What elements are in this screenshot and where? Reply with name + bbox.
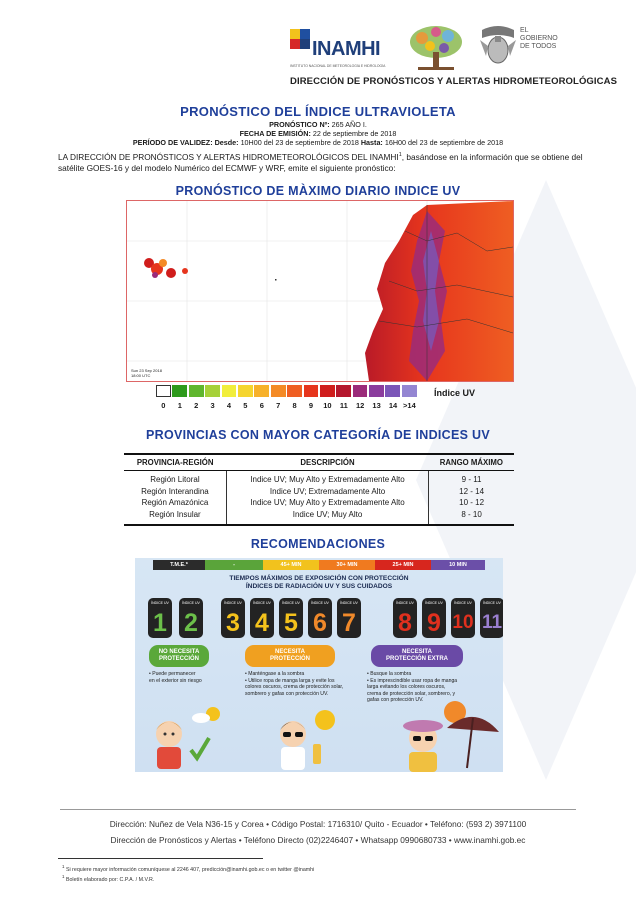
exposure-time-segment: 25+ MIN	[375, 560, 431, 570]
colorbar-swatch	[254, 385, 269, 397]
uv-index-box-label: ÍNDICE UV	[182, 601, 200, 605]
protection-tips	[149, 671, 202, 684]
uv-index-box	[337, 598, 361, 638]
protection-pill	[245, 645, 335, 667]
protection-pill-line2: PROTECCIÓN	[269, 656, 310, 662]
colorbar-tick-label: 5	[243, 401, 248, 410]
uv-forecast-map	[126, 200, 514, 382]
cell-desc: Indice UV; Muy Alto y Extremadamente Alto	[226, 471, 428, 487]
protection-tip: sombrero y gafas con protección UV.	[245, 690, 329, 697]
map-section-title: PRONÓSTICO DE MÀXIMO DIARIO INDICE UV	[175, 184, 461, 198]
protection-pill-line1: NECESITA	[402, 648, 432, 655]
protection-tip: en el exterior sin riesgo	[149, 677, 202, 684]
uv-index-box-label: ÍNDICE UV	[454, 601, 472, 605]
cell-desc: Indice UV; Muy Alto y Extremadamente Alto	[226, 498, 428, 510]
colorbar-swatch	[336, 385, 351, 397]
table-row	[124, 498, 514, 510]
provinces-table	[124, 453, 514, 526]
protection-tips	[245, 671, 343, 697]
cell-region: Región Litoral	[150, 475, 200, 484]
protection-pill-line2: PROTECCIÓN	[158, 656, 199, 662]
intro-footnote-marker: 1	[398, 152, 402, 158]
footnote-2-marker: 1	[62, 874, 65, 879]
intro-paragraph	[58, 150, 588, 174]
colorbar-tick-label: 3	[210, 401, 215, 410]
colorbar-swatch	[205, 385, 220, 397]
uv-colorbar-label: Índice UV	[434, 388, 476, 398]
cell-region: Región Interandina	[141, 486, 209, 496]
exposure-time-segment: 30+ MIN	[319, 560, 375, 570]
uv-index-box-label: ÍNDICE UV	[340, 601, 358, 605]
provinces-table-header	[124, 454, 514, 471]
uv-index-box	[480, 598, 503, 638]
forecast-number-value: 265 AÑO I.	[331, 120, 367, 129]
colorbar-swatch	[385, 385, 400, 397]
child-sun-illustration	[143, 704, 223, 770]
uv-index-box-label: ÍNDICE UV	[253, 601, 271, 605]
colorbar-swatch	[271, 385, 286, 397]
validity-label: PERÍODO DE VALIDEZ:	[132, 138, 213, 147]
colorbar-tick-label: 10	[323, 401, 332, 410]
uv-index-number: 1	[153, 609, 167, 637]
validity-to-label: Hasta:	[360, 138, 383, 147]
uv-index-box-label: ÍNDICE UV	[425, 601, 443, 605]
header-province-region: PROVINCIA-REGIÓN	[124, 454, 226, 471]
header-description: DESCRIPCIÓN	[226, 454, 428, 471]
uv-index-number: 10	[452, 612, 474, 633]
validity-to-value: 16H00 del 23 de septiembre de 2018	[384, 138, 504, 147]
footnote-2-text: Boletín elaborado por: C.P.A. / M.V.R.	[65, 876, 155, 883]
issue-date-label: FECHA DE EMISIÓN:	[239, 129, 311, 138]
validity-from-value: 10H00 del 23 de septiembre de 2018	[240, 138, 359, 147]
infographic-heading	[135, 575, 503, 591]
uv-colorbar	[156, 385, 418, 397]
uv-index-box	[148, 598, 172, 638]
colorbar-swatch	[353, 385, 368, 397]
forecast-number	[0, 120, 636, 129]
protection-tip: • Manténgase a la sombra	[245, 671, 305, 677]
uv-index-number: 11	[481, 612, 503, 633]
uv-index-box	[308, 598, 332, 638]
protection-tip: larga evitando los colores oscuros,	[367, 684, 446, 691]
table-row	[124, 471, 514, 487]
cell-region: Región Insular	[149, 509, 201, 519]
issue-date	[0, 129, 636, 138]
gobierno-logo-text: EL GOBIERNO DE TODOS	[520, 27, 558, 50]
colorbar-tick-label: 0	[161, 401, 166, 410]
cell-range: 12 - 14	[459, 486, 485, 496]
intro-text-2: , basándose en la información que se obtiene del satélite GOES-16 y del modelo Numérico del ECMWF y WRF, emite el siguiente pronóstico:	[58, 151, 583, 173]
uv-index-box	[179, 598, 203, 638]
uv-index-box-label: ÍNDICE UV	[483, 601, 501, 605]
validity-from-label: Desde:	[214, 138, 239, 147]
colorbar-swatch	[402, 385, 417, 397]
colorbar-tick-label: 13	[372, 401, 381, 410]
uv-index-number: 2	[184, 609, 198, 637]
intro-text-1: LA DIRECCIÓN DE PRONÓSTICOS Y ALERTAS HIDROMETEOROLÓGICOS DEL INAMHI	[58, 151, 399, 162]
issue-date-value: 22 de septiembre de 2018	[312, 129, 397, 138]
colorbar-swatch	[189, 385, 204, 397]
validity-period	[0, 138, 636, 147]
protection-tip: • Utilice ropa de manga larga y evite los	[245, 677, 335, 684]
uv-index-number: 9	[427, 609, 441, 637]
header-max-range: RANGO MÁXIMO	[429, 454, 514, 471]
uv-index-box-label: ÍNDICE UV	[282, 601, 300, 605]
cell-range: 10 - 12	[459, 498, 485, 507]
colorbar-swatch	[304, 385, 319, 397]
footer-address: Dirección: Nuñez de Vela N36-15 y Corea • Código Postal: 1716310/ Quito - Ecuador • Teléfono: (593 2) 3971100	[109, 819, 527, 829]
uv-index-box-label: ÍNDICE UV	[311, 601, 329, 605]
colorbar-tick-label: 7	[276, 401, 281, 410]
child-sunglasses-illustration	[263, 708, 343, 770]
uv-index-number: 4	[255, 609, 269, 637]
uv-index-box	[393, 598, 417, 638]
cell-region: Región Amazónica	[141, 498, 209, 507]
exposure-time-segment: 10 MIN	[431, 560, 485, 570]
protection-tip: gafas con protección UV.	[367, 697, 424, 704]
footnote-1	[62, 864, 314, 873]
uv-index-box-label: ÍNDICE UV	[396, 601, 414, 605]
uv-index-box	[451, 598, 475, 638]
protection-tip: • Busque la sombra	[367, 671, 412, 677]
colorbar-swatch	[369, 385, 384, 397]
uv-index-number: 6	[313, 609, 327, 637]
footnote-divider	[58, 858, 263, 859]
tree-logo-icon	[404, 24, 468, 72]
colorbar-swatch	[222, 385, 237, 397]
protection-pill-line2: PROTECCIÓN EXTRA	[385, 656, 448, 662]
map-timestamp	[131, 368, 162, 378]
colorbar-tick-label: 12	[356, 401, 365, 410]
protection-pill	[149, 645, 209, 667]
uv-index-number: 3	[226, 609, 240, 637]
infographic-heading-line2: ÍNDICES DE RADIACIÓN UV Y SUS CUIDADOS	[245, 583, 393, 590]
colorbar-tick-label: 8	[292, 401, 297, 410]
uv-index-box	[221, 598, 245, 638]
uv-index-box-label: ÍNDICE UV	[151, 601, 169, 605]
protection-pill-line1: NECESITA	[275, 648, 305, 655]
exposure-time-segment: 45+ MIN	[263, 560, 319, 570]
infographic-heading-line1: TIEMPOS MÁXIMOS DE EXPOSICIÓN CON PROTECCIÓN	[229, 575, 409, 582]
colorbar-tick-label: 6	[259, 401, 264, 410]
colorbar-tick-label: 2	[194, 401, 199, 410]
cell-range: 9 - 11	[461, 475, 482, 484]
map-timestamp-date: Sun 23 Sep 2018	[131, 368, 162, 373]
provinces-section-title: PROVINCIAS CON MAYOR CATEGORÍA DE INDICES UV	[145, 428, 491, 442]
uv-index-number: 8	[398, 609, 412, 637]
protection-tip: • Es imprescindible usar ropa de manga	[367, 677, 458, 684]
colorbar-tick-label: 9	[308, 401, 314, 410]
uv-index-box	[279, 598, 303, 638]
protection-pill	[371, 645, 463, 667]
colorbar-tick-label: 14	[388, 401, 398, 410]
uv-map-graphic	[127, 201, 513, 381]
protection-tip: • Puede permanecer	[149, 671, 196, 677]
colorbar-tick-label: >14	[403, 401, 416, 410]
exposure-time-segment: -	[205, 560, 263, 570]
direction-title: DIRECCIÓN DE PRONÓSTICOS Y ALERTAS HIDROMETEOROLÓGICAS	[290, 76, 618, 87]
colorbar-swatch	[172, 385, 187, 397]
colorbar-tick-label: 11	[339, 401, 348, 410]
cell-range: 8 - 10	[461, 509, 482, 519]
inamhi-logo-text: INAMHI	[312, 38, 381, 60]
protection-pill-line1: NO NECESITA	[158, 648, 200, 655]
uv-index-box-label: ÍNDICE UV	[224, 601, 242, 605]
map-timestamp-time: 18:00 UTC	[131, 373, 151, 378]
cell-desc: Indice UV; Muy Alto	[226, 509, 428, 525]
national-shield-icon	[478, 24, 518, 68]
protection-tip: crema de protección solar, sombrero, y	[367, 690, 456, 697]
footer-contact: Dirección de Pronósticos y Alertas • Teléfono Directo (02)2246407 • Whatsapp 0990680733 • www.inamhi.gob.ec	[110, 835, 526, 845]
forecast-number-label: PRONÓSTICO Nº:	[269, 120, 330, 129]
table-row	[124, 509, 514, 525]
protection-tip: colores oscuros, crema de protección solar,	[245, 684, 344, 691]
colorbar-swatch	[238, 385, 253, 397]
colorbar-swatch	[320, 385, 335, 397]
footnote-1-marker: 1	[62, 864, 65, 869]
footnote-2	[62, 874, 154, 883]
uv-index-box	[250, 598, 274, 638]
recommendations-title: RECOMENDACIONES	[250, 537, 386, 551]
uv-index-number: 7	[342, 609, 356, 637]
inamhi-logo-subtitle: INSTITUTO NACIONAL DE METEOROLOGÍA E HIDROLOGÍA	[290, 64, 386, 68]
uv-index-number: 5	[284, 609, 298, 637]
footer-divider	[60, 809, 576, 810]
uv-index-box	[422, 598, 446, 638]
colorbar-tick-label: 4	[226, 401, 232, 410]
person-umbrella-illustration	[393, 698, 501, 772]
footnote-1-text: Si requiere mayor información comuníquese al 2246 407, predicción@inamhi.gob.ec o en twitter @inamhi	[65, 866, 315, 873]
colorbar-swatch	[287, 385, 302, 397]
exposure-time-segment: T.M.E.*	[153, 560, 205, 570]
cell-desc: Indice UV; Extremadamente Alto	[226, 486, 428, 498]
page-title: PRONÓSTICO DEL ÍNDICE ULTRAVIOLETA	[180, 104, 456, 119]
colorbar-swatch	[156, 385, 171, 397]
colorbar-tick-label: 1	[177, 401, 182, 410]
table-row	[124, 486, 514, 498]
recommendations-infographic	[135, 558, 503, 772]
exposure-time-bar	[153, 560, 485, 570]
